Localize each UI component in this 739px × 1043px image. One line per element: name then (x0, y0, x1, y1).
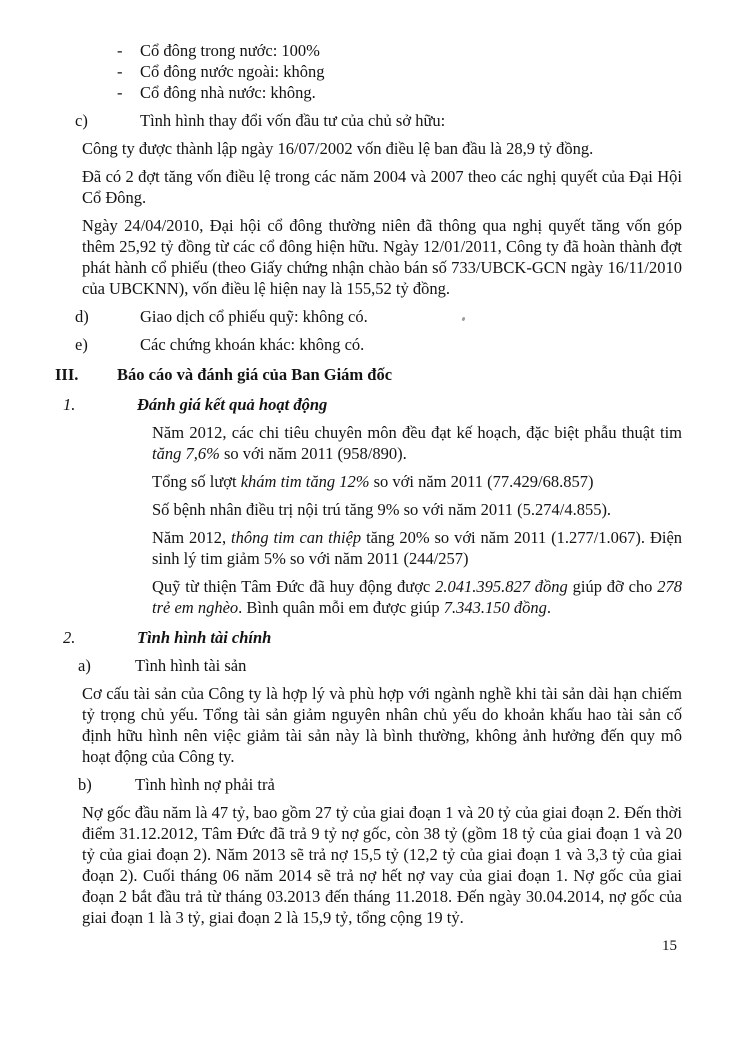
item-a-title: Tình hình tài sản (135, 656, 247, 675)
text-run: khám tim tăng 12% (240, 472, 370, 491)
section-iii-heading (55, 364, 682, 385)
bullet-text: Cổ đông nhà nước: không. (140, 83, 316, 102)
dash-bullet-icon: - (117, 83, 123, 102)
paragraph-exam-results (152, 471, 682, 492)
section-2-heading (63, 627, 682, 648)
section-1-title: Đánh giá kết quả hoạt động (137, 395, 328, 414)
text-run: . Bình quân mỗi em được giúp (238, 598, 444, 617)
item-b-heading (78, 774, 682, 795)
text-run: . (546, 598, 551, 617)
section-2-label: 2. (63, 628, 76, 647)
text-run: so với năm 2011 (77.429/68.857) (369, 472, 594, 491)
scan-speck (497, 537, 499, 539)
page-number: 15 (662, 938, 677, 954)
paragraph-surgery-results (152, 422, 682, 464)
paragraph-capital-increases: Đã có 2 đợt tăng vốn điều lệ trong các năm 2004 và 2007 theo các nghị quyết của Đại Hội Cổ Đông. (82, 167, 682, 207)
section-iii-label: III. (55, 365, 79, 384)
item-b-label: b) (78, 775, 92, 794)
paragraph-asset-structure: Cơ cấu tài sản của Công ty là hợp lý và phù hợp với ngành nghề khi tài sản dài hạn chiếm tỷ trọng chủ yếu. Tổng tài sản giảm nguyên nhân chủ yếu do khoản khấu hao tài sản cố định hữu hình nên việc giảm tài sản này là bình thường, không ảnh hưởng đến quy mô hoạt động của Công ty. (82, 684, 682, 766)
item-e-text: Các chứng khoán khác: không có. (140, 335, 365, 354)
text-run: so với năm 2011 (958/890). (219, 444, 407, 463)
text-run: Tổng số lượt (152, 472, 241, 491)
item-d-heading (75, 306, 682, 327)
item-c-label: c) (75, 111, 88, 130)
dash-bullet-icon: - (117, 41, 123, 60)
text-run: 278 trẻ em nghèo (152, 577, 683, 617)
text-run: Năm 2012, các chi tiêu chuyên môn đều đạt kế hoạch, đặc biệt phẫu thuật tim (152, 423, 682, 442)
bullet-text: Cổ đông nước ngoài: không (140, 62, 325, 81)
item-a-heading (78, 655, 682, 676)
section-1-label: 1. (63, 395, 76, 414)
text-run: Năm 2012, (152, 528, 231, 547)
text-run: Số bệnh nhân điều trị nội trú tăng 9% so với năm 2011 (5.274/4.855). (152, 500, 612, 519)
item-a-label: a) (78, 656, 91, 675)
text-run: giúp đỡ cho (567, 577, 658, 596)
text-run: tăng 7,6% (152, 444, 220, 463)
item-d-text: Giao dịch cổ phiếu quỹ: không có. (140, 307, 368, 326)
section-iii-title: Báo cáo và đánh giá của Ban Giám đốc (117, 365, 393, 384)
item-e-label: e) (75, 335, 88, 354)
item-e-heading (75, 334, 682, 355)
bullet-item-foreign-shareholder (117, 61, 682, 82)
text-run: 2.041.395.827 đồng (435, 577, 568, 596)
item-c-heading (75, 110, 682, 131)
item-d-label: d) (75, 307, 89, 326)
text-run: 7.343.150 đồng (443, 598, 547, 617)
item-c-title: Tình hình thay đổi vốn đầu tư của chủ sở hữu: (140, 111, 446, 130)
bullet-item-domestic-shareholder (117, 40, 682, 61)
section-1-heading (63, 394, 682, 415)
dash-bullet-icon: - (117, 62, 123, 81)
text-run: thông tim can thiệp (231, 528, 362, 547)
text-run: tăng 20% so với năm 2011 (1.277/1.067). Điện sinh lý tim giảm 5% so với năm 2011 (244/257) (152, 528, 683, 568)
bullet-item-state-shareholder (117, 82, 682, 103)
paragraph-share-issuance: Ngày 24/04/2010, Đại hội cổ đông thường niên đã thông qua nghị quyết tăng vốn góp thêm 25,92 tỷ đồng từ các cổ đông hiện hữu. Ngày 12/01/2011, Công ty đã hoàn thành đợt phát hành cổ phiếu (theo Giấy chứng nhận chào bán số 733/UBCK-GCN ngày 16/11/2010 của UBCKNN), vốn điều lệ hiện nay là 155,52 tỷ đồng. (82, 216, 682, 298)
paragraph-company-founding: Công ty được thành lập ngày 16/07/2002 vốn điều lệ ban đầu là 28,9 tỷ đồng. (82, 139, 594, 158)
bullet-text: Cổ đông trong nước: 100% (140, 41, 320, 60)
item-b-title: Tình hình nợ phải trả (135, 775, 275, 794)
paragraph-charity-fund (152, 576, 682, 618)
paragraph-inpatient-results (152, 499, 682, 520)
paragraph-intervention-results (152, 527, 682, 569)
text-run: Quỹ từ thiện Tâm Đức đã huy động được (152, 577, 436, 596)
section-2-title: Tình hình tài chính (137, 628, 272, 647)
paragraph-debt-status: Nợ gốc đầu năm là 47 tỷ, bao gồm 27 tỷ của giai đoạn 1 và 20 tỷ của giai đoạn 2. Đến thời điểm 31.12.2012, Tâm Đức đã trả 9 tỷ nợ gốc, còn 38 tỷ (gồm 18 tỷ của giai đoạn 1 và 20 tỷ của giai đoạn 2). Năm 2013 sẽ trả nợ 15,5 tỷ (12,2 tỷ của giai đoạn 1 và 3,3 tỷ của giai đoạn 2). Cuối tháng 06 năm 2014 sẽ trả nợ hết nợ vay của giai đoạn 1. Nợ gốc của giai đoạn 2 bắt đầu trả từ tháng 03.2013 đến tháng 11.2018. Đến ngày 30.04.2014, nợ gốc của giai đoạn 1 là 3 tỷ, giai đoạn 2 là 15,9 tỷ, tổng cộng 19 tỷ. (82, 803, 682, 927)
